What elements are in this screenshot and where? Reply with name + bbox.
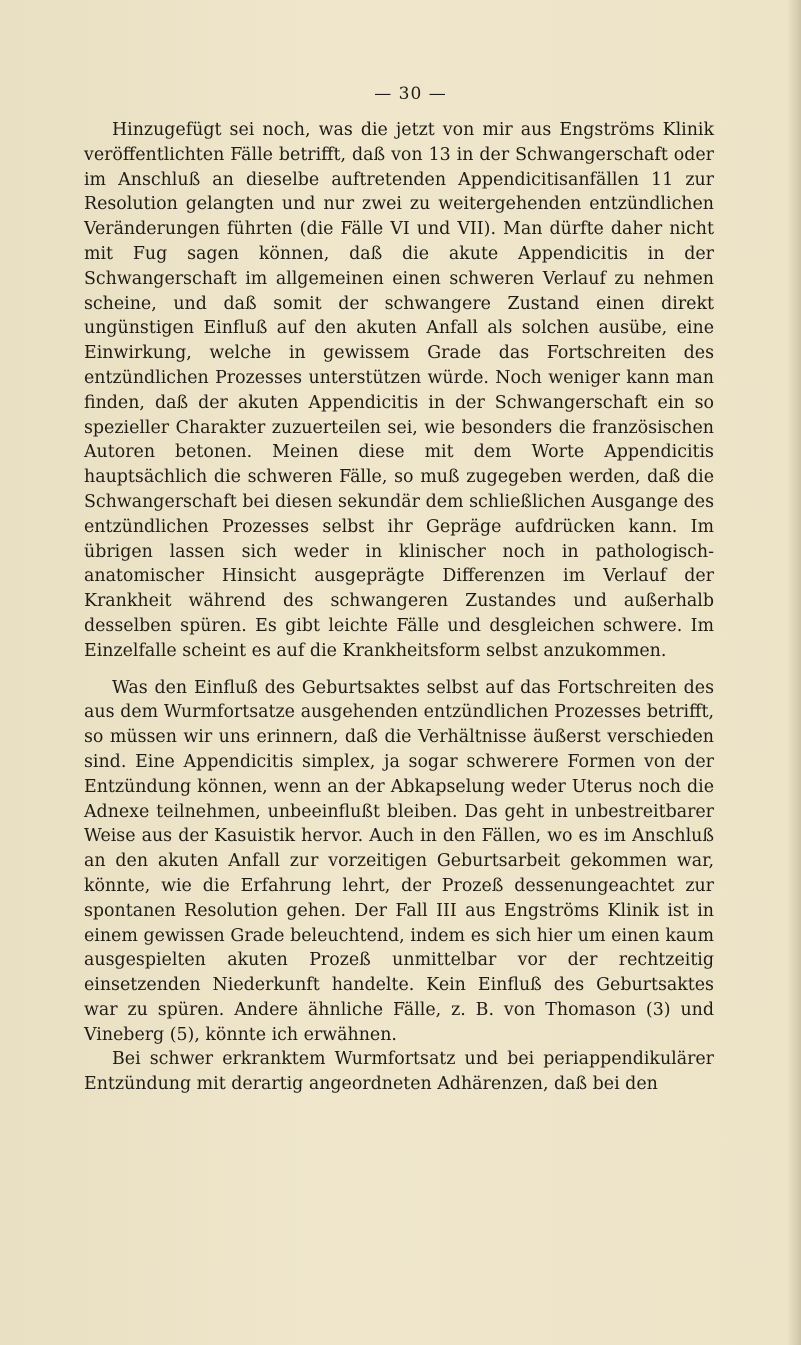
page-number: — 30 —	[374, 84, 447, 104]
paragraph-1: Hinzugefügt sei noch, was die jetzt von mir aus Engströms Klinik veröffentlichten Fälle betrifft, daß von 13 in der Schwangerschaft oder im Anschluß an dieselbe auftretenden Appendicitisanfällen 11 zur Resolution gelangten und nur zwei zu weitergehenden entzündlichen Veränderungen führten (die Fälle VI und VII). Man dürfte daher nicht mit Fug sagen können, daß die akute Appendicitis in der Schwangerschaft im allgemeinen einen schweren Verlauf zu nehmen scheine, und daß somit der schwangere Zustand einen direkt ungünstigen Einfluß auf den akuten Anfall als solchen ausübe, eine Einwirkung, welche in gewissem Grade das Fortschreiten des entzündlichen Prozesses unterstützen würde. Noch weniger kann man finden, daß der akuten Appendicitis in der Schwangerschaft ein so spezieller Charakter zuzuerteilen sei, wie besonders die französischen Autoren betonen. Meinen diese mit dem Worte Appendicitis hauptsächlich die schweren Fälle, so muß zugegeben werden, daß die Schwangerschaft bei diesen sekundär dem schließlichen Ausgange des entzündlichen Prozesses selbst ihr Gepräge aufdrücken kann. Im übrigen lassen sich weder in klinischer noch in pathologisch-anatomischer Hinsicht ausgeprägte Differenzen im Verlauf der Krankheit während des schwangeren Zustandes und außerhalb desselben spüren. Es gibt leichte Fälle und desgleichen schwere. Im Einzelfalle scheint es auf die Krankheitsform selbst anzukommen.	[84, 120, 714, 661]
body-text	[84, 118, 714, 1097]
paragraph-3: Bei schwer erkranktem Wurmfortsatz und bei periappendikulärer Entzündung mit derartig angeordneten Adhärenzen, daß bei den	[84, 1049, 714, 1095]
page-edge-shadow	[787, 0, 801, 1345]
paragraph-2: Was den Einfluß des Geburtsaktes selbst auf das Fortschreiten des aus dem Wurmfortsatze ausgehenden entzündlichen Prozesses betrifft, so müssen wir uns erinnern, daß die Verhältnisse äußerst verschieden sind. Eine Appendicitis simplex, ja sogar schwerere Formen von der Entzündung können, wenn an der Abkapselung weder Uterus noch die Adnexe teilnehmen, unbeeinflußt bleiben. Das geht in unbestreitbarer Weise aus der Kasuistik hervor. Auch in den Fällen, wo es im Anschluß an den akuten Anfall zur vorzeitigen Geburtsarbeit gekommen war, könnte, wie die Erfahrung lehrt, der Prozeß dessenungeachtet zur spontanen Resolution gehen. Der Fall III aus Engströms Klinik ist in einem gewissen Grade beleuchtend, indem es sich hier um einen kaum ausgespielten akuten Prozeß unmittelbar vor der rechtzeitig einsetzenden Niederkunft handelte. Kein Einfluß des Geburtsaktes war zu spüren. Andere ähnliche Fälle, z. B. von Thomason (3) und Vineberg (5), könnte ich erwähnen.	[84, 677, 714, 1045]
